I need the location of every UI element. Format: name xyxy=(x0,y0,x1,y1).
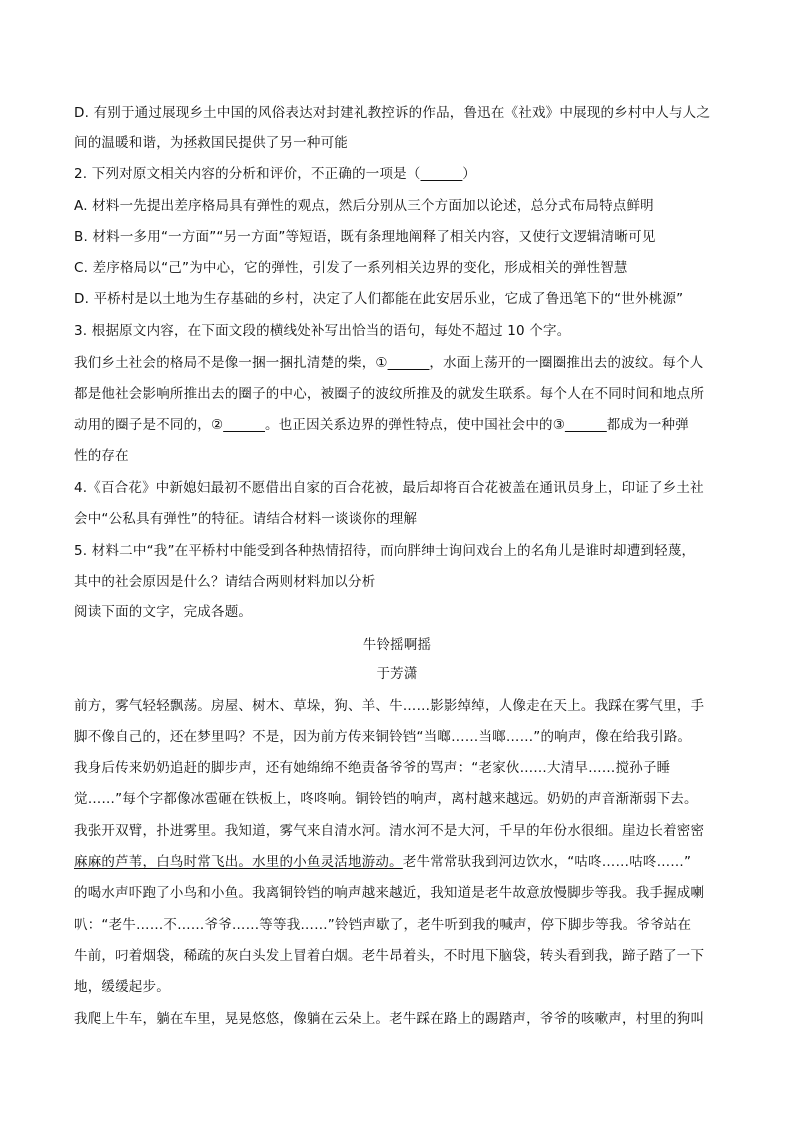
reading-instruction: 阅读下面的文字，完成各题。 xyxy=(74,604,253,620)
option-a: A. 材料一先提出差序格局具有弹性的观点，然后分别从三个方面加以论述，总分式布局特点鲜明 xyxy=(74,198,654,214)
passage-line-2: 都是他社会影响所推出去的圈子的中心，被圈子的波纹所推及的就发生联系。每个人在不同时间和地点所 xyxy=(74,386,705,402)
question-4-line2: 会中“公私具有弹性”的特征。请结合材料一谈谈你的理解 xyxy=(74,511,418,527)
option-b: B. 材料一多用“一方面”“另一方面”等短语，既有条理地阐释了相关内容，又使行文逻辑清晰可见 xyxy=(74,229,656,245)
question-5-line1: 5. 材料二中“我”在平桥村中能受到各种热情招待，而向胖绅士询问戏台上的名角儿是谁时却遭到轻蔑， xyxy=(74,543,696,559)
question-2-text: 2. 下列对原文相关内容的分析和评价，不正确的一项是（ xyxy=(74,166,421,182)
article-line-1: 前方，雾气轻轻飘荡。房屋、树木、草垛，狗、羊、牛……影影绰绰，人像走在天上。我踩在雾气里，手 xyxy=(74,698,705,714)
passage-line-1 xyxy=(74,354,724,372)
article-title: 牛铃摇啊摇 xyxy=(362,637,432,653)
article-line-3: 我身后传来奶奶追赶的脚步声，还有她绵绵不绝责备爷爷的骂声：“老家伙……大清早……搅孙子睡 xyxy=(74,760,671,776)
article-line-9: 牛前，叼着烟袋，稀疏的灰白头发上冒着白烟。老牛昂着头，不时甩下脑袋，转头看到我，蹄子踏了一下 xyxy=(74,948,705,964)
passage-line-3 xyxy=(74,416,724,434)
article-line-11: 我爬上牛车，躺在车里，晃晃悠悠，像躺在云朵上。老牛踩在路上的踢踏声，爷爷的咳嗽声，村里的狗叫 xyxy=(74,1011,705,1027)
question-2-close: ） xyxy=(462,166,476,182)
article-author: 于芳潇 xyxy=(376,666,418,682)
fill-blank-1: ______ xyxy=(387,355,430,371)
question-2 xyxy=(74,165,724,183)
question-4-line1: 4.《百合花》中新媳妇最初不愿借出自家的百合花被，最后却将百合花被盖在通讯员身上，印证了乡土社 xyxy=(74,480,704,496)
article-line-2: 脚不像自己的，还在梦里吗？不是，因为前方传来铜铃铛“当啷……当啷……”的响声，像在给我引路。 xyxy=(74,729,692,745)
option-d-line1: D. 有别于通过展现乡土中国的风俗表达对封建礼教控诉的作品，鲁迅在《社戏》中展现的乡村中人与人之 xyxy=(74,105,711,121)
passage-text: 都成为一种弹 xyxy=(606,417,689,433)
passage-text: 我们乡土社会的格局不是像一捆一捆扎清楚的柴，① xyxy=(74,355,388,371)
article-line-6 xyxy=(74,853,724,871)
fill-blank-2: ______ xyxy=(223,417,266,433)
article-line-7: 的喝水声吓跑了小鸟和小鱼。我离铜铃铛的响声越来越近，我知道是老牛故意放慢脚步等我。我手握成喇 xyxy=(74,885,705,901)
option-d-line2: 间的温暖和谐，为拯救国民提供了另一种可能 xyxy=(74,135,348,151)
option-c: C. 差序格局以“己”为中心，它的弹性，引发了一系列相关边界的变化，形成相关的弹性智慧 xyxy=(74,260,628,276)
option-d: D. 平桥村是以土地为生存基础的乡村，决定了人们都能在此安居乐业，它成了鲁迅笔下的“世外桃源” xyxy=(74,291,684,307)
fill-blank-3: ______ xyxy=(565,417,607,433)
article-line-8: 叭：“老牛……不……爷爷……等等我……”铃铛声歇了，老牛听到我的喊声，停下脚步等我。爷爷站在 xyxy=(74,917,692,933)
article-line-5: 我张开双臂，扑进雾里。我知道，雾气来自清水河。清水河不是大河，千早的年份水很细。崖边长着密密 xyxy=(74,823,705,839)
answer-blank: ______ xyxy=(420,166,463,182)
article-line-10: 地，缓缓起步。 xyxy=(74,979,170,995)
article-line-4: 觉……”每个字都像冰雹砸在铁板上，咚咚响。铜铃铛的响声，离村越来越远。奶奶的声音渐渐弱下去。 xyxy=(74,791,698,807)
passage-text: ，水面上荡开的一圈圈推出去的波纹。每个人 xyxy=(429,355,704,371)
question-3: 3. 根据原文内容，在下面文段的横线处补写出恰当的语句，每处不超过 10 个字。 xyxy=(74,323,571,339)
passage-text: 动用的圈子是不同的，② xyxy=(74,417,224,433)
passage-text: 。也正因关系边界的弹性特点，使中国社会中的③ xyxy=(265,417,566,433)
passage-line-4: 性的存在 xyxy=(74,448,129,464)
article-text: 老牛常常驮我到河边饮水，“咕咚……咕咚……” xyxy=(402,854,692,870)
question-5-line2: 其中的社会原因是什么？请结合两则材料加以分析 xyxy=(74,574,376,590)
underlined-sentence: 麻麻的芦苇，白鸟时常飞出。水里的小鱼灵活地游动。 xyxy=(74,854,403,870)
